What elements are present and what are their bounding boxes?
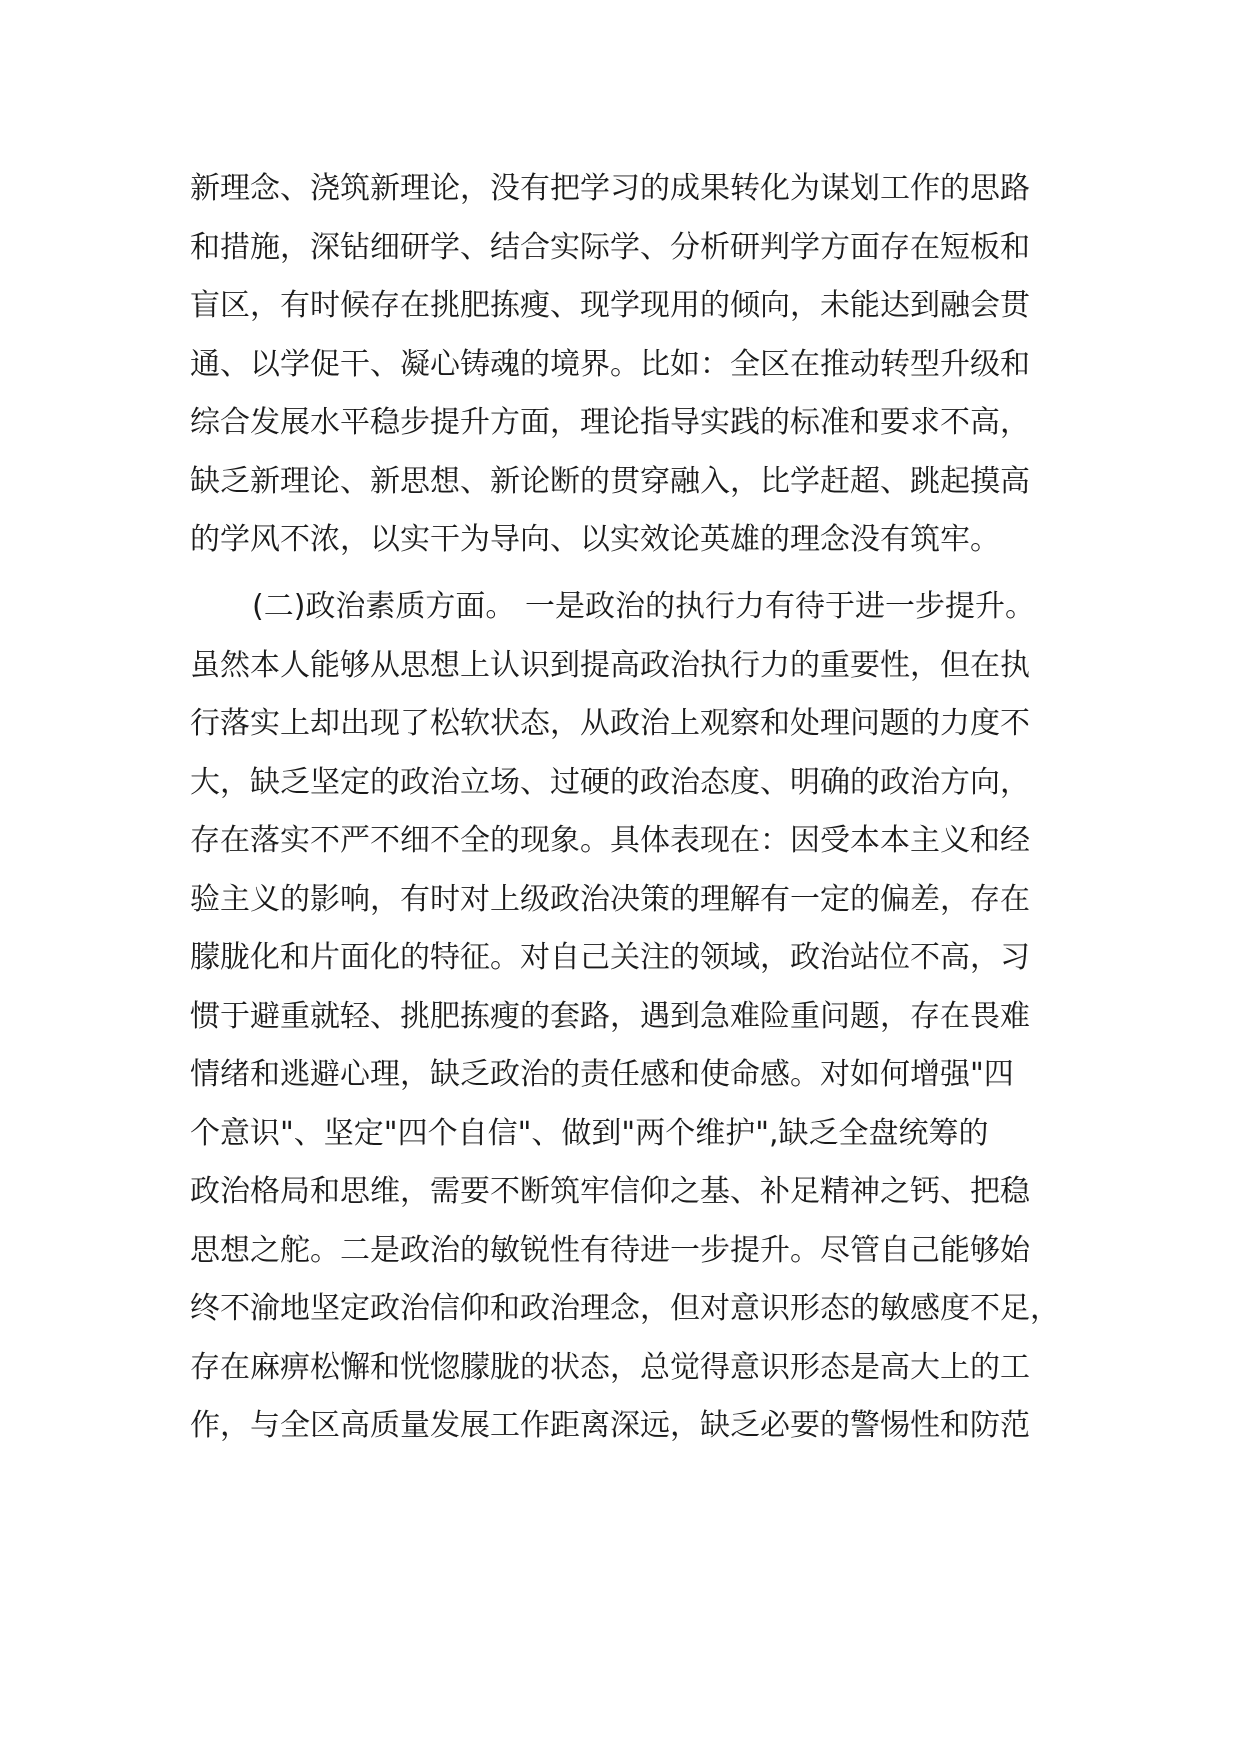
text-line: 存在麻痹松懈和恍惚朦胧的状态，总觉得意识形态是高大上的工: [190, 1349, 1030, 1385]
section-heading-line: (二)政治素质方面。 一是政治的执行力有待于进一步提升。: [252, 589, 1035, 624]
text-line: 综合发展水平稳步提升方面，理论指导实践的标准和要求不高，: [190, 405, 1030, 440]
text-line: 终不渝地坚定政治信仰和政治理念，但对意识形态的敏感度不足，: [190, 1291, 1060, 1326]
text-line: 通、以学促干、凝心铸魂的境界。比如：全区在推动转型升级和: [190, 346, 1030, 382]
paragraph-political-quality: [190, 578, 1060, 1456]
text-line: 验主义的影响，有时对上级政治决策的理解有一定的偏差，存在: [190, 881, 1030, 917]
text-line: 新理念、浇筑新理论，没有把学习的成果转化为谋划工作的思路: [190, 171, 1030, 206]
text-line: 虽然本人能够从思想上认识到提高政治执行力的重要性，但在执: [190, 647, 1030, 683]
text-line: 惯于避重就轻、挑肥拣瘦的套路，遇到急难险重问题，存在畏难: [190, 998, 1030, 1034]
paragraph-theory-study: [190, 160, 1060, 570]
text-line: 个意识"、坚定"四个自信"、做到"两个维护",缺乏全盘统筹的: [190, 1115, 989, 1151]
text-line: 行落实上却出现了松软状态，从政治上观察和处理问题的力度不: [190, 706, 1030, 741]
text-line: 思想之舵。二是政治的敏锐性有待进一步提升。尽管自己能够始: [190, 1232, 1030, 1268]
text-line: 盲区，有时候存在挑肥拣瘦、现学现用的倾向，未能达到融会贯: [190, 288, 1030, 323]
text-line: 大，缺乏坚定的政治立场、过硬的政治态度、明确的政治方向，: [190, 764, 1030, 800]
text-line: 存在落实不严不细不全的现象。具体表现在：因受本本主义和经: [190, 823, 1030, 858]
text-line: 朦胧化和片面化的特征。对自己关注的领域，政治站位不高，习: [190, 940, 1030, 975]
text-line: 的学风不浓，以实干为导向、以实效论英雄的理念没有筑牢。: [190, 522, 1000, 557]
text-line: 作，与全区高质量发展工作距离深远，缺乏必要的警惕性和防范: [190, 1408, 1030, 1443]
text-line: 政治格局和思维，需要不断筑牢信仰之基、补足精神之钙、把稳: [190, 1174, 1030, 1209]
text-line: 和措施，深钻细研学、结合实际学、分析研判学方面存在短板和: [190, 229, 1030, 265]
text-line: 情绪和逃避心理，缺乏政治的责任感和使命感。对如何增强"四: [190, 1057, 1014, 1092]
text-line: 缺乏新理论、新思想、新论断的贯穿融入，比学赶超、跳起摸高: [190, 463, 1030, 499]
